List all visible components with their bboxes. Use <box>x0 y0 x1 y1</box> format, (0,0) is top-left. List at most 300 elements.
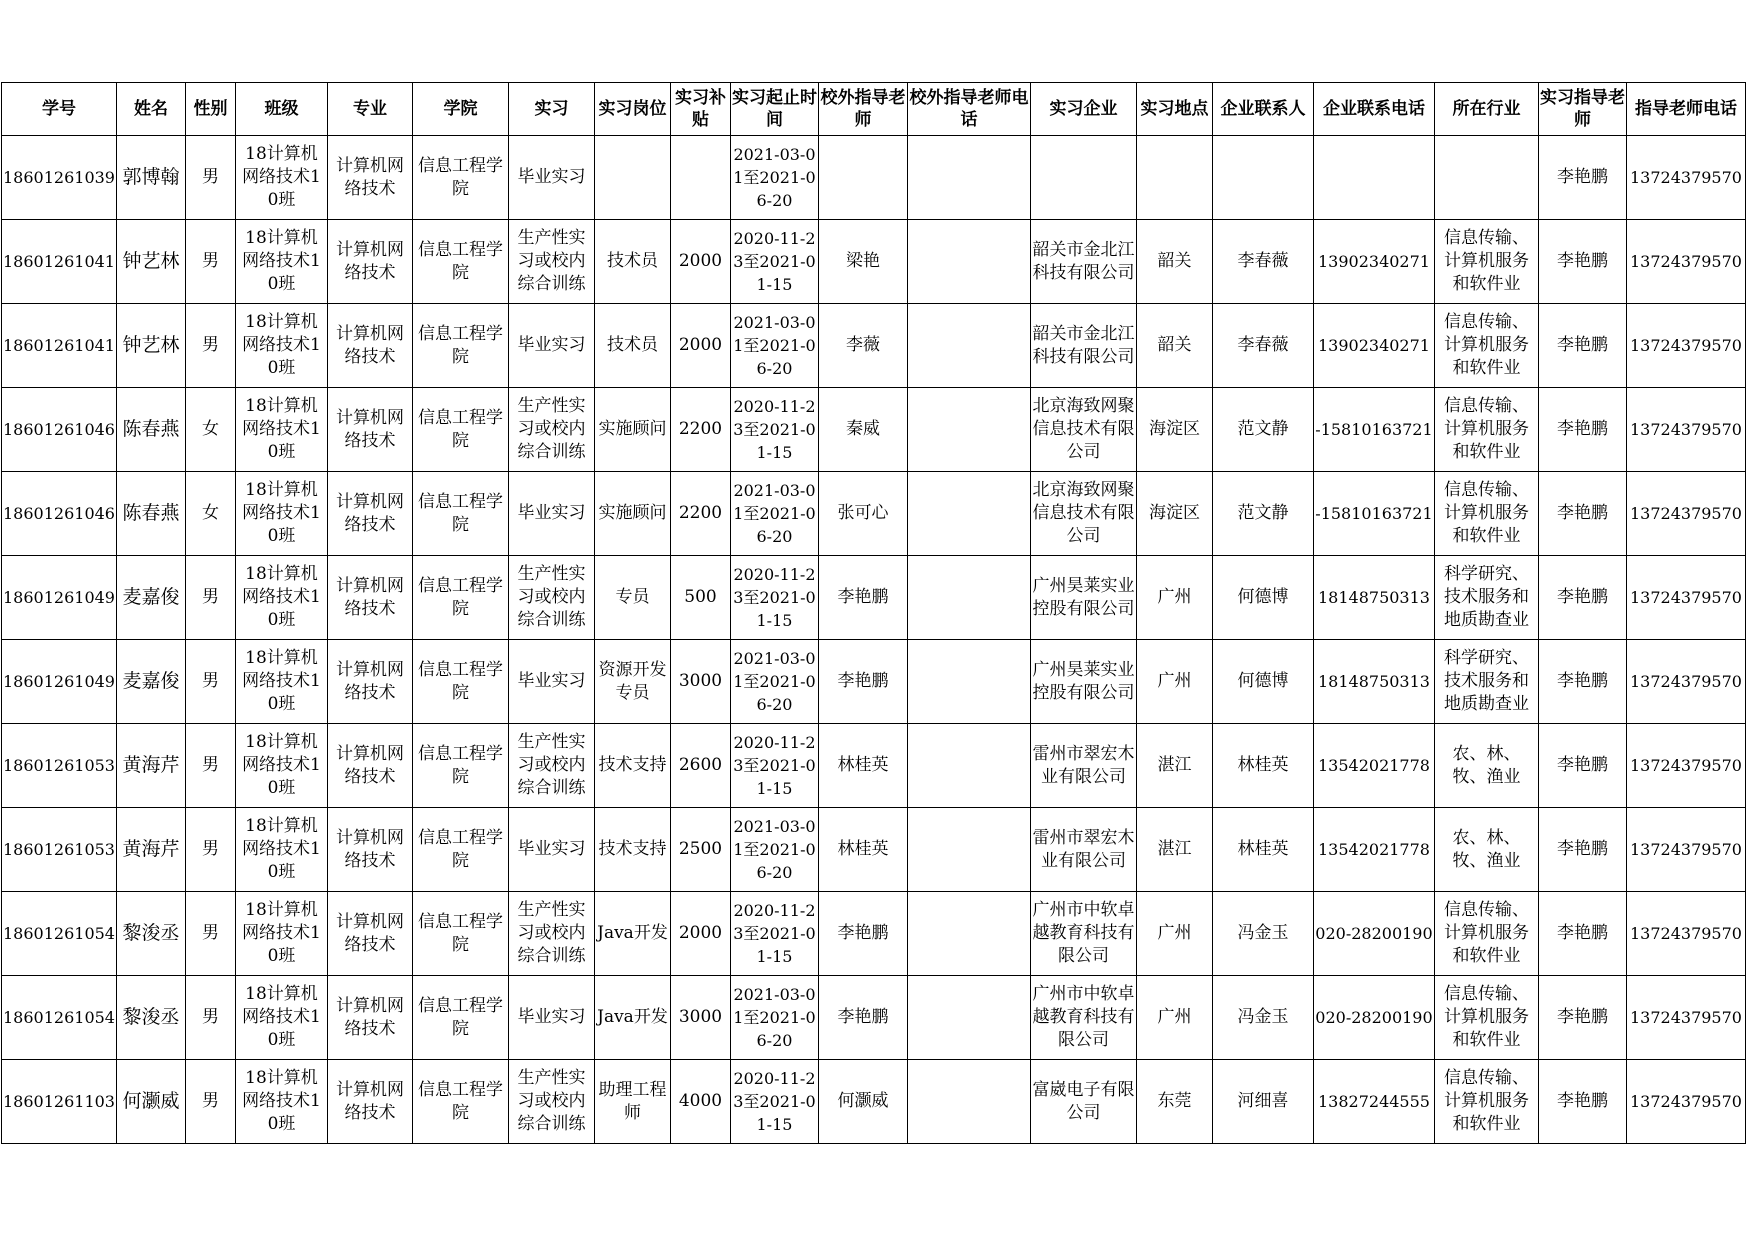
cell-gender <box>185 976 235 1060</box>
cell-contact-text: 何德博 <box>1237 671 1289 691</box>
cell-industry <box>1434 388 1538 472</box>
cell-class <box>235 724 327 808</box>
cell-company-text: 广州市中软卓越教育科技有限公司 <box>1032 900 1135 966</box>
cell-gender <box>185 640 235 724</box>
column-header: 实习指导老师 <box>1538 83 1626 136</box>
cell-subsidy <box>670 1060 730 1144</box>
cell-gender-text: 男 <box>201 755 219 775</box>
cell-college <box>412 388 508 472</box>
cell-college-text: 信息工程学院 <box>417 239 503 283</box>
cell-subsidy-text: 2000 <box>678 335 723 355</box>
cell-teacher-phone-text: 13724379570 <box>1629 1092 1742 1111</box>
cell-subsidy <box>670 892 730 976</box>
cell-period-text: 2020-11-23至2021-01-15 <box>733 901 816 966</box>
cell-internship-type-text: 毕业实习 <box>517 167 586 187</box>
column-header: 姓名 <box>116 83 185 136</box>
cell-location-text: 海淀区 <box>1148 419 1200 439</box>
cell-internship-type-text: 生产性实习或校内综合训练 <box>517 900 586 966</box>
header-row <box>2 83 1746 136</box>
cell-major <box>327 136 412 220</box>
cell-major-text: 计算机网络技术 <box>335 491 404 535</box>
cell-ext-phone <box>907 304 1030 388</box>
cell-college <box>412 136 508 220</box>
cell-teacher-phone-text: 13724379570 <box>1629 1008 1742 1027</box>
cell-major-text: 计算机网络技术 <box>335 323 404 367</box>
cell-subsidy <box>670 472 730 556</box>
cell-class <box>235 304 327 388</box>
cell-company-text: 北京海致网聚信息技术有限公司 <box>1032 480 1135 546</box>
cell-teacher-phone <box>1626 472 1745 556</box>
cell-internship-type <box>508 388 594 472</box>
cell-location <box>1136 640 1212 724</box>
cell-gender-text: 男 <box>201 839 219 859</box>
cell-class <box>235 388 327 472</box>
cell-gender <box>185 724 235 808</box>
cell-contact-phone <box>1313 1060 1434 1144</box>
column-header: 所在行业 <box>1434 83 1538 136</box>
cell-subsidy <box>670 724 730 808</box>
cell-class-text: 18计算机网络技术10班 <box>242 1068 321 1134</box>
cell-teacher-text: 李艳鹏 <box>1556 1007 1608 1027</box>
cell-location-text: 广州 <box>1157 671 1192 691</box>
cell-subsidy-text: 2000 <box>678 251 723 271</box>
cell-college <box>412 472 508 556</box>
cell-location-text: 湛江 <box>1157 839 1192 859</box>
cell-company <box>1030 304 1136 388</box>
cell-location <box>1136 304 1212 388</box>
cell-name-text: 黄海芹 <box>122 754 180 776</box>
cell-college <box>412 892 508 976</box>
table-row <box>2 808 1746 892</box>
cell-ext-teacher <box>818 388 907 472</box>
cell-contact-text: 范文静 <box>1237 419 1289 439</box>
cell-major-text: 计算机网络技术 <box>335 995 404 1039</box>
cell-student-id <box>2 472 117 556</box>
cell-contact-phone-text: 13902340271 <box>1317 336 1430 355</box>
cell-period-text: 2020-11-23至2021-01-15 <box>733 229 816 294</box>
cell-major-text: 计算机网络技术 <box>335 407 404 451</box>
cell-subsidy-text: 3000 <box>678 671 723 691</box>
cell-location-text: 广州 <box>1157 587 1192 607</box>
cell-internship-type-text: 生产性实习或校内综合训练 <box>517 396 586 462</box>
cell-location <box>1136 724 1212 808</box>
cell-subsidy <box>670 976 730 1060</box>
cell-ext-phone <box>907 640 1030 724</box>
table-row <box>2 976 1746 1060</box>
cell-teacher <box>1538 220 1626 304</box>
cell-major <box>327 556 412 640</box>
cell-ext-teacher-text: 林桂英 <box>837 839 889 859</box>
cell-teacher-phone <box>1626 220 1745 304</box>
cell-industry <box>1434 1060 1538 1144</box>
cell-internship-type <box>508 220 594 304</box>
cell-major <box>327 472 412 556</box>
cell-ext-phone <box>907 136 1030 220</box>
cell-internship-type-text: 生产性实习或校内综合训练 <box>517 564 586 630</box>
cell-ext-phone <box>907 892 1030 976</box>
column-header: 实习 <box>508 83 594 136</box>
cell-internship-type <box>508 640 594 724</box>
cell-college-text: 信息工程学院 <box>417 1079 503 1123</box>
cell-position-text: 技术员 <box>606 335 658 355</box>
cell-student-id-text: 18601261046 <box>3 504 115 523</box>
cell-internship-type <box>508 136 594 220</box>
cell-industry <box>1434 724 1538 808</box>
cell-contact <box>1212 976 1313 1060</box>
cell-contact-phone <box>1313 892 1434 976</box>
cell-industry-text: 科学研究、技术服务和地质勘查业 <box>1443 564 1529 630</box>
cell-class-text: 18计算机网络技术10班 <box>242 396 321 462</box>
cell-company <box>1030 808 1136 892</box>
cell-ext-teacher <box>818 556 907 640</box>
cell-college <box>412 808 508 892</box>
cell-industry <box>1434 976 1538 1060</box>
cell-contact <box>1212 1060 1313 1144</box>
cell-internship-type <box>508 976 594 1060</box>
cell-period-text: 2021-03-01至2021-06-20 <box>733 817 816 882</box>
cell-location <box>1136 556 1212 640</box>
cell-subsidy <box>670 388 730 472</box>
cell-teacher-text: 李艳鹏 <box>1556 1091 1608 1111</box>
cell-company <box>1030 388 1136 472</box>
cell-subsidy-text: 500 <box>684 587 717 607</box>
table-row <box>2 1060 1746 1144</box>
cell-company <box>1030 640 1136 724</box>
cell-industry <box>1434 556 1538 640</box>
cell-gender-text: 男 <box>201 1091 219 1111</box>
cell-student-id-text: 18601261054 <box>3 1008 115 1027</box>
cell-teacher <box>1538 136 1626 220</box>
cell-position <box>594 472 670 556</box>
cell-name-text: 黎浚丞 <box>122 1006 180 1028</box>
cell-teacher-phone-text: 13724379570 <box>1629 168 1742 187</box>
cell-contact <box>1212 808 1313 892</box>
cell-major <box>327 892 412 976</box>
cell-position-text: Java开发 <box>597 923 668 943</box>
table-body <box>2 136 1746 1144</box>
cell-subsidy-text: 2200 <box>678 419 723 439</box>
cell-gender <box>185 304 235 388</box>
cell-subsidy <box>670 136 730 220</box>
cell-company <box>1030 556 1136 640</box>
cell-industry-text: 信息传输、计算机服务和软件业 <box>1443 228 1529 294</box>
cell-location-text: 广州 <box>1157 1007 1192 1027</box>
cell-major <box>327 808 412 892</box>
cell-teacher-phone <box>1626 556 1745 640</box>
cell-subsidy-text: 2000 <box>678 923 723 943</box>
cell-internship-type <box>508 892 594 976</box>
cell-ext-teacher-text: 李艳鹏 <box>837 671 889 691</box>
cell-teacher <box>1538 556 1626 640</box>
cell-contact <box>1212 892 1313 976</box>
cell-ext-teacher-text: 李艳鹏 <box>837 923 889 943</box>
cell-class <box>235 1060 327 1144</box>
cell-contact-text: 李春薇 <box>1237 335 1289 355</box>
cell-college <box>412 976 508 1060</box>
cell-position <box>594 892 670 976</box>
cell-class-text: 18计算机网络技术10班 <box>242 648 321 714</box>
cell-student-id <box>2 220 117 304</box>
cell-period <box>730 304 818 388</box>
cell-contact-phone <box>1313 472 1434 556</box>
cell-class <box>235 976 327 1060</box>
cell-internship-type-text: 毕业实习 <box>517 671 586 691</box>
cell-student-id-text: 18601261053 <box>3 756 115 775</box>
cell-company <box>1030 220 1136 304</box>
column-header: 实习补贴 <box>670 83 730 136</box>
cell-teacher-text: 李艳鹏 <box>1556 923 1608 943</box>
cell-class-text: 18计算机网络技术10班 <box>242 312 321 378</box>
cell-contact-phone-text: -15810163721 <box>1315 504 1433 523</box>
cell-ext-phone <box>907 556 1030 640</box>
cell-college <box>412 640 508 724</box>
cell-internship-type-text: 毕业实习 <box>517 335 586 355</box>
cell-location <box>1136 976 1212 1060</box>
cell-college-text: 信息工程学院 <box>417 323 503 367</box>
cell-location-text: 韶关 <box>1157 251 1192 271</box>
cell-class-text: 18计算机网络技术10班 <box>242 816 321 882</box>
cell-student-id <box>2 808 117 892</box>
cell-ext-teacher <box>818 640 907 724</box>
table-row <box>2 472 1746 556</box>
cell-major-text: 计算机网络技术 <box>335 827 404 871</box>
cell-name-text: 何灏威 <box>122 1090 180 1112</box>
cell-contact-phone-text: -15810163721 <box>1315 420 1433 439</box>
cell-student-id <box>2 388 117 472</box>
cell-contact-text: 李春薇 <box>1237 251 1289 271</box>
cell-gender-text: 男 <box>201 167 219 187</box>
cell-position <box>594 556 670 640</box>
cell-teacher-phone <box>1626 388 1745 472</box>
cell-student-id-text: 18601261103 <box>3 1092 115 1111</box>
cell-industry-text: 农、林、牧、渔业 <box>1452 743 1521 787</box>
cell-name-text: 麦嘉俊 <box>122 586 180 608</box>
cell-contact <box>1212 640 1313 724</box>
cell-gender-text: 女 <box>201 503 219 523</box>
cell-internship-type-text: 毕业实习 <box>517 503 586 523</box>
cell-major <box>327 388 412 472</box>
cell-subsidy <box>670 556 730 640</box>
cell-industry-text: 信息传输、计算机服务和软件业 <box>1443 396 1529 462</box>
cell-position <box>594 808 670 892</box>
cell-period-text: 2020-11-23至2021-01-15 <box>733 397 816 462</box>
cell-name <box>116 472 185 556</box>
cell-college-text: 信息工程学院 <box>417 995 503 1039</box>
cell-teacher-phone <box>1626 640 1745 724</box>
cell-teacher-text: 李艳鹏 <box>1556 587 1608 607</box>
cell-teacher <box>1538 1060 1626 1144</box>
cell-major-text: 计算机网络技术 <box>335 155 404 199</box>
cell-student-id <box>2 304 117 388</box>
cell-ext-phone <box>907 724 1030 808</box>
column-header: 企业联系人 <box>1212 83 1313 136</box>
cell-college-text: 信息工程学院 <box>417 575 503 619</box>
cell-location-text: 广州 <box>1157 923 1192 943</box>
cell-position <box>594 724 670 808</box>
table-row <box>2 136 1746 220</box>
cell-gender-text: 男 <box>201 1007 219 1027</box>
cell-position-text: 技术支持 <box>598 755 667 775</box>
cell-major <box>327 1060 412 1144</box>
cell-student-id <box>2 640 117 724</box>
cell-name <box>116 892 185 976</box>
cell-contact <box>1212 556 1313 640</box>
cell-position <box>594 640 670 724</box>
cell-teacher-text: 李艳鹏 <box>1556 503 1608 523</box>
cell-gender-text: 男 <box>201 923 219 943</box>
cell-contact-text: 何德博 <box>1237 587 1289 607</box>
cell-contact-text: 冯金玉 <box>1237 923 1289 943</box>
cell-college-text: 信息工程学院 <box>417 407 503 451</box>
cell-internship-type <box>508 1060 594 1144</box>
column-header: 学号 <box>2 83 117 136</box>
cell-teacher-phone <box>1626 304 1745 388</box>
cell-major <box>327 724 412 808</box>
table-row <box>2 304 1746 388</box>
cell-teacher <box>1538 808 1626 892</box>
column-header: 实习地点 <box>1136 83 1212 136</box>
cell-name-text: 陈春燕 <box>122 502 180 524</box>
cell-contact-phone <box>1313 388 1434 472</box>
cell-ext-teacher <box>818 892 907 976</box>
cell-class-text: 18计算机网络技术10班 <box>242 900 321 966</box>
column-header: 校外指导老师 <box>818 83 907 136</box>
column-header: 专业 <box>327 83 412 136</box>
cell-position <box>594 304 670 388</box>
cell-name <box>116 220 185 304</box>
cell-teacher-phone-text: 13724379570 <box>1629 672 1742 691</box>
cell-industry-text: 信息传输、计算机服务和软件业 <box>1443 984 1529 1050</box>
cell-gender-text: 男 <box>201 671 219 691</box>
cell-major <box>327 640 412 724</box>
cell-student-id-text: 18601261046 <box>3 420 115 439</box>
cell-gender-text: 男 <box>201 251 219 271</box>
cell-company-text: 广州昊莱实业控股有限公司 <box>1032 659 1135 703</box>
cell-industry-text: 信息传输、计算机服务和软件业 <box>1443 1068 1529 1134</box>
cell-class-text: 18计算机网络技术10班 <box>242 480 321 546</box>
cell-contact-phone <box>1313 304 1434 388</box>
cell-company-text: 北京海致网聚信息技术有限公司 <box>1032 396 1135 462</box>
cell-period <box>730 136 818 220</box>
cell-ext-teacher-text: 张可心 <box>837 503 889 523</box>
column-header: 学院 <box>412 83 508 136</box>
cell-position <box>594 1060 670 1144</box>
cell-period <box>730 1060 818 1144</box>
cell-major-text: 计算机网络技术 <box>335 911 404 955</box>
cell-internship-type-text: 毕业实习 <box>517 1007 586 1027</box>
cell-ext-phone <box>907 220 1030 304</box>
cell-ext-teacher-text: 李薇 <box>845 335 880 355</box>
cell-ext-teacher <box>818 220 907 304</box>
cell-period <box>730 976 818 1060</box>
cell-position-text: Java开发 <box>597 1007 668 1027</box>
table-row <box>2 640 1746 724</box>
cell-ext-teacher-text: 李艳鹏 <box>837 587 889 607</box>
cell-ext-teacher <box>818 136 907 220</box>
cell-class <box>235 472 327 556</box>
cell-major-text: 计算机网络技术 <box>335 1079 404 1123</box>
column-header: 实习岗位 <box>594 83 670 136</box>
cell-student-id <box>2 724 117 808</box>
cell-college <box>412 556 508 640</box>
cell-teacher-phone-text: 13724379570 <box>1629 420 1742 439</box>
cell-contact-phone-text: 13542021778 <box>1317 756 1430 775</box>
cell-period <box>730 892 818 976</box>
cell-gender <box>185 472 235 556</box>
column-header: 实习企业 <box>1030 83 1136 136</box>
cell-ext-teacher-text: 李艳鹏 <box>837 1007 889 1027</box>
cell-company <box>1030 724 1136 808</box>
cell-industry <box>1434 472 1538 556</box>
cell-location-text: 东莞 <box>1157 1091 1192 1111</box>
cell-student-id-text: 18601261041 <box>3 336 115 355</box>
cell-period <box>730 556 818 640</box>
cell-class-text: 18计算机网络技术10班 <box>242 228 321 294</box>
cell-teacher-phone-text: 13724379570 <box>1629 504 1742 523</box>
cell-contact-text: 林桂英 <box>1237 839 1289 859</box>
cell-internship-type <box>508 556 594 640</box>
column-header: 班级 <box>235 83 327 136</box>
cell-gender-text: 男 <box>201 587 219 607</box>
cell-period <box>730 724 818 808</box>
table-row <box>2 220 1746 304</box>
cell-gender-text: 女 <box>201 419 219 439</box>
cell-contact-phone <box>1313 136 1434 220</box>
cell-teacher-phone-text: 13724379570 <box>1629 588 1742 607</box>
cell-gender <box>185 556 235 640</box>
cell-subsidy <box>670 808 730 892</box>
cell-period-text: 2020-11-23至2021-01-15 <box>733 565 816 630</box>
cell-industry <box>1434 640 1538 724</box>
cell-teacher-text: 李艳鹏 <box>1556 335 1608 355</box>
cell-location <box>1136 220 1212 304</box>
cell-location-text: 海淀区 <box>1148 503 1200 523</box>
cell-name <box>116 724 185 808</box>
cell-internship-type-text: 生产性实习或校内综合训练 <box>517 732 586 798</box>
cell-major-text: 计算机网络技术 <box>335 239 404 283</box>
cell-period-text: 2020-11-23至2021-01-15 <box>733 733 816 798</box>
cell-company-text: 广州昊莱实业控股有限公司 <box>1032 575 1135 619</box>
cell-period <box>730 220 818 304</box>
internship-table <box>1 82 1746 1144</box>
cell-teacher-text: 李艳鹏 <box>1556 671 1608 691</box>
cell-subsidy-text: 2600 <box>678 755 723 775</box>
cell-teacher-phone <box>1626 976 1745 1060</box>
cell-ext-teacher-text: 秦威 <box>845 419 880 439</box>
cell-teacher-text: 李艳鹏 <box>1556 839 1608 859</box>
cell-college-text: 信息工程学院 <box>417 155 503 199</box>
cell-industry-text: 信息传输、计算机服务和软件业 <box>1443 312 1529 378</box>
cell-contact-phone-text: 13827244555 <box>1317 1092 1430 1111</box>
cell-company <box>1030 472 1136 556</box>
cell-student-id <box>2 976 117 1060</box>
cell-teacher <box>1538 640 1626 724</box>
cell-contact-phone <box>1313 640 1434 724</box>
cell-period <box>730 388 818 472</box>
cell-name <box>116 808 185 892</box>
cell-industry-text: 农、林、牧、渔业 <box>1452 827 1521 871</box>
cell-industry <box>1434 892 1538 976</box>
cell-contact <box>1212 304 1313 388</box>
cell-name <box>116 136 185 220</box>
cell-teacher-phone-text: 13724379570 <box>1629 756 1742 775</box>
cell-ext-phone <box>907 388 1030 472</box>
cell-ext-teacher <box>818 304 907 388</box>
cell-class <box>235 220 327 304</box>
cell-period <box>730 640 818 724</box>
cell-position-text: 专员 <box>615 587 650 607</box>
cell-company-text: 雷州市翠宏木业有限公司 <box>1032 743 1135 787</box>
